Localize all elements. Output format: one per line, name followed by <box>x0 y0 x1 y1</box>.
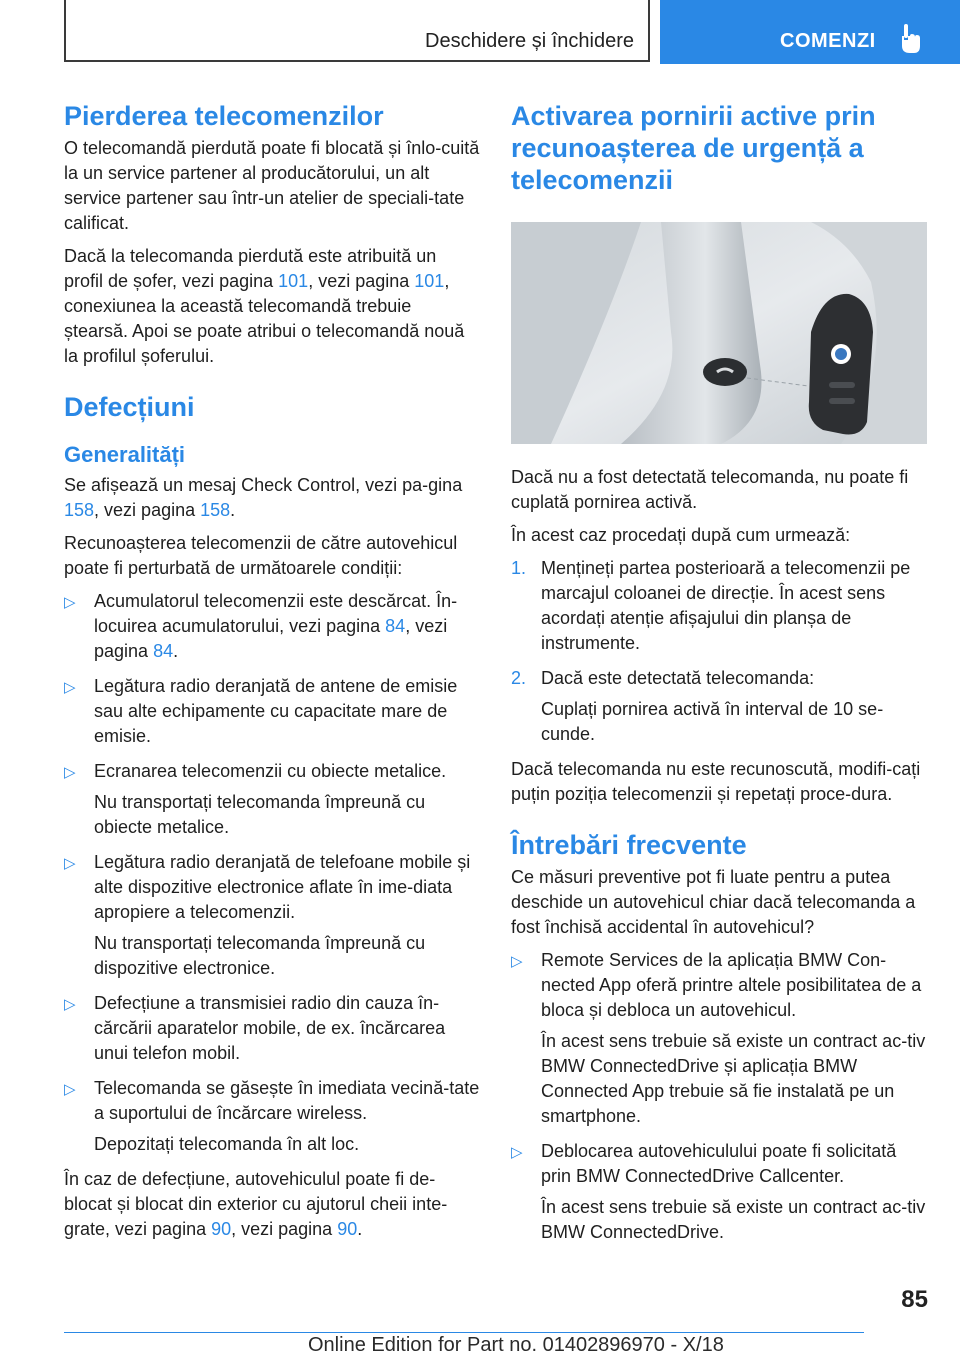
emergency-paragraph-1: Dacă nu a fost detectată telecomanda, nu poate fi cuplată pornirea activă. <box>511 467 909 512</box>
list-item: ▷ Defecțiune a transmisiei radio din cauza în-cărcării aparatelor mobile, de ex. încărcarea unui telefon mobil. <box>64 993 446 1063</box>
faq-question: Ce măsuri preventive pot fi luate pentru a putea deschide un autovehicul chiar dacă telecomanda a fost închisă accidental în autovehicul? <box>511 867 916 937</box>
list-item: 2. Dacă este detectată telecomanda: Cuplați pornirea activă în interval de 10 se-cunde. <box>511 668 884 744</box>
step-number: 1. <box>511 558 527 578</box>
page-link[interactable]: 84 <box>385 616 406 636</box>
triangle-bullet-icon: ▷ <box>64 996 76 1013</box>
page-link[interactable]: 158 <box>200 500 231 520</box>
heading-emergency-start: Activarea pornirii active prin recunoașterea de urgență a telecomenzii <box>511 101 876 195</box>
page-link[interactable]: 101 <box>414 271 445 291</box>
page-link[interactable]: 90 <box>337 1219 358 1239</box>
emergency-paragraph-2: În acest caz procedați după cum urmează: <box>511 525 851 545</box>
triangle-bullet-icon: ▷ <box>511 1144 523 1161</box>
page-link[interactable]: 84 <box>153 641 174 661</box>
section-title: Deschidere și închidere <box>425 30 634 52</box>
triangle-bullet-icon: ▷ <box>64 764 76 781</box>
list-item: ▷ Legătura radio deranjată de telefoane mobile și alte dispozitive electronice aflate în ime-diata apropiere a telecomenzii. Nu transportați telecomanda împreună cu dispozitive electronice. <box>64 852 471 978</box>
left-column <box>64 100 480 1250</box>
triangle-bullet-icon: ▷ <box>64 1081 76 1098</box>
list-item: ▷ Telecomanda se găsește în imediata vecină-tate a suportului de încărcare wireless. Depozitați telecomanda în alt loc. <box>64 1078 480 1154</box>
steering-column-key-photo <box>511 222 927 444</box>
fault-list <box>64 589 480 1157</box>
triangle-bullet-icon: ▷ <box>64 594 76 611</box>
fault-closing-paragraph: În caz de defecțiune, autovehiculul poate fi de-blocat și blocat din exterior cu ajutorul cheii inte-grate, vezi pagina 90, vezi pagina 90. <box>64 1169 448 1239</box>
step-number: 2. <box>511 668 527 688</box>
right-column <box>511 100 931 1255</box>
heading-faq: Întrebări frecvente <box>511 830 747 860</box>
general-paragraph-2: Recunoașterea telecomenzii de către autovehicul poate fi perturbată de următoarele condiții: <box>64 533 458 578</box>
list-item: 1. Mențineți partea posterioară a telecomenzii pe marcajul coloanei de direcție. În acest sens acordați atenție afișajului din planșa de instrumente. <box>511 558 911 653</box>
lost-paragraph-2: Dacă la telecomanda pierdută este atribuită un profil de șofer, vezi pagina 101, vezi pagina 101, conexiunea la această telecomandă trebuie ștearsă. Apoi se poate atribui o telecomandă nouă la profilul șoferului. <box>64 246 465 366</box>
emergency-steps <box>511 556 931 747</box>
page-header <box>0 0 960 66</box>
list-item: ▷ Remote Services de la aplicația BMW Con-nected App oferă printre altele posibilitatea de a bloca și debloca un autovehicul. În acest sens trebuie să existe un contract ac-tiv BMW ConnectedDrive și aplicația BMW Connected App trebuie să fie instalată pe un smartphone. <box>511 950 926 1126</box>
tab-label: COMENZI <box>780 30 876 52</box>
triangle-bullet-icon: ▷ <box>64 855 76 872</box>
emergency-paragraph-3: Dacă telecomanda nu este recunoscută, modifi-cați puțin poziția telecomenzii și repetați proce-dura. <box>511 759 921 804</box>
footer-edition: Online Edition for Part no. 01402896970 - X/18 <box>308 1334 724 1356</box>
page-number: 85 <box>901 1286 928 1313</box>
heading-lost-remote: Pierderea telecomenzilor <box>64 101 384 131</box>
list-item: ▷ Ecranarea telecomenzii cu obiecte metalice. Nu transportați telecomanda împreună cu obiecte metalice. <box>64 761 447 837</box>
comenzi-tab[interactable] <box>660 0 960 64</box>
list-item: ▷ Deblocarea autovehiculului poate fi solicitată prin BMW ConnectedDrive Callcenter. În acest sens trebuie să existe un contract ac-tiv BMW ConnectedDrive. <box>511 1141 926 1242</box>
page-link[interactable]: 158 <box>64 500 95 520</box>
page-link[interactable]: 90 <box>211 1219 232 1239</box>
list-item: ▷ Acumulatorul telecomenzii este descărcat. În-locuirea acumulatorului, vezi pagina 84, vezi pagina 84. <box>64 591 458 661</box>
footer-divider <box>64 1332 864 1333</box>
section-header-box <box>64 0 650 62</box>
triangle-bullet-icon: ▷ <box>64 679 76 696</box>
list-item: ▷ Legătura radio deranjată de antene de emisie sau alte echipamente cu capacitate mare de emisie. <box>64 676 458 746</box>
page-link[interactable]: 101 <box>278 271 309 291</box>
triangle-bullet-icon: ▷ <box>511 953 523 970</box>
pointing-hand-icon <box>898 24 922 54</box>
general-paragraph-1: Se afișează un mesaj Check Control, vezi pa-gina 158, vezi pagina 158. <box>64 475 463 520</box>
heading-general: Generalități <box>64 442 186 467</box>
lost-paragraph-1: O telecomandă pierdută poate fi blocată și înlo-cuită la un service partener al producătorului, un alt service partener sau într-un atelier de speciali-tate calificat. <box>64 138 480 233</box>
faq-list <box>511 948 931 1245</box>
heading-faults: Defecțiuni <box>64 392 195 422</box>
